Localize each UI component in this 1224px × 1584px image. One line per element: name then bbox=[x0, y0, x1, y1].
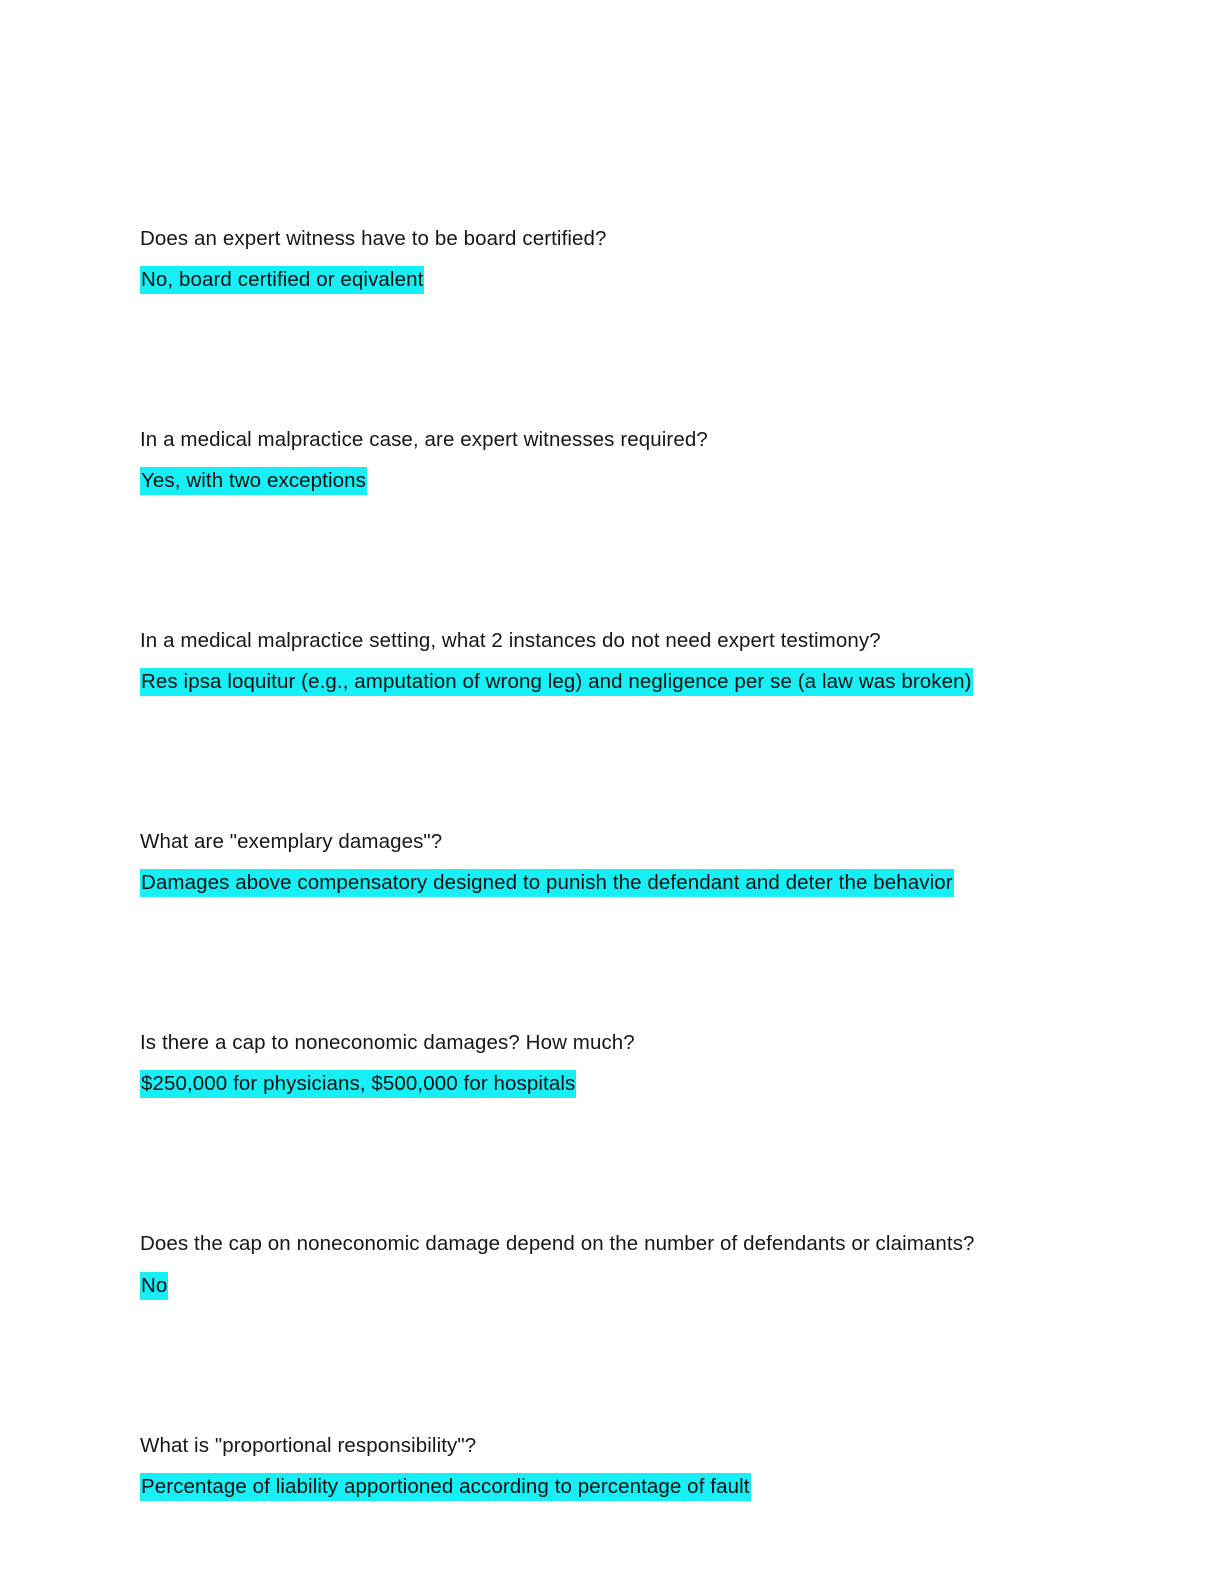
answer-text-highlighted: Yes, with two exceptions bbox=[140, 467, 367, 495]
question-text: Is there a cap to noneconomic damages? How much? bbox=[140, 1031, 635, 1055]
answer-line bbox=[140, 467, 1224, 494]
qa-block bbox=[140, 1432, 1224, 1500]
answer-text-highlighted: Percentage of liability apportioned according to percentage of fault bbox=[140, 1473, 751, 1501]
qa-block bbox=[140, 1230, 1224, 1298]
question-text: What is "proportional responsibility"? bbox=[140, 1433, 477, 1457]
answer-line bbox=[140, 668, 1224, 695]
question-text: Does an expert witness have to be board certified? bbox=[140, 227, 607, 250]
qa-block bbox=[140, 627, 1224, 695]
answer-line bbox=[140, 1272, 1224, 1299]
question-text: In a medical malpractice case, are expert witnesses required? bbox=[140, 428, 708, 452]
qa-block bbox=[140, 828, 1224, 896]
question-text: In a medical malpractice setting, what 2 instances do not need expert testimony? bbox=[140, 629, 881, 653]
answer-text-highlighted: No bbox=[140, 1272, 168, 1300]
qa-block bbox=[140, 426, 1224, 494]
answer-line bbox=[140, 1473, 1224, 1500]
answer-line bbox=[140, 1070, 1224, 1097]
answer-text-highlighted: Res ipsa loquitur (e.g., amputation of wrong leg) and negligence per se (a law was broken) bbox=[140, 668, 973, 696]
answer-text-highlighted: No, board certified or eqivalent bbox=[140, 266, 424, 294]
qa-block bbox=[140, 1029, 1224, 1097]
answer-line bbox=[140, 266, 1224, 293]
question-text: What are "exemplary damages"? bbox=[140, 830, 443, 854]
answer-line bbox=[140, 869, 1224, 896]
question-text: Does the cap on noneconomic damage depend on the number of defendants or claimants? bbox=[140, 1232, 975, 1256]
qa-block bbox=[140, 225, 1224, 293]
answer-text-highlighted: Damages above compensatory designed to punish the defendant and deter the behavior bbox=[140, 869, 954, 897]
answer-text-highlighted: $250,000 for physicians, $500,000 for hospitals bbox=[140, 1070, 576, 1098]
